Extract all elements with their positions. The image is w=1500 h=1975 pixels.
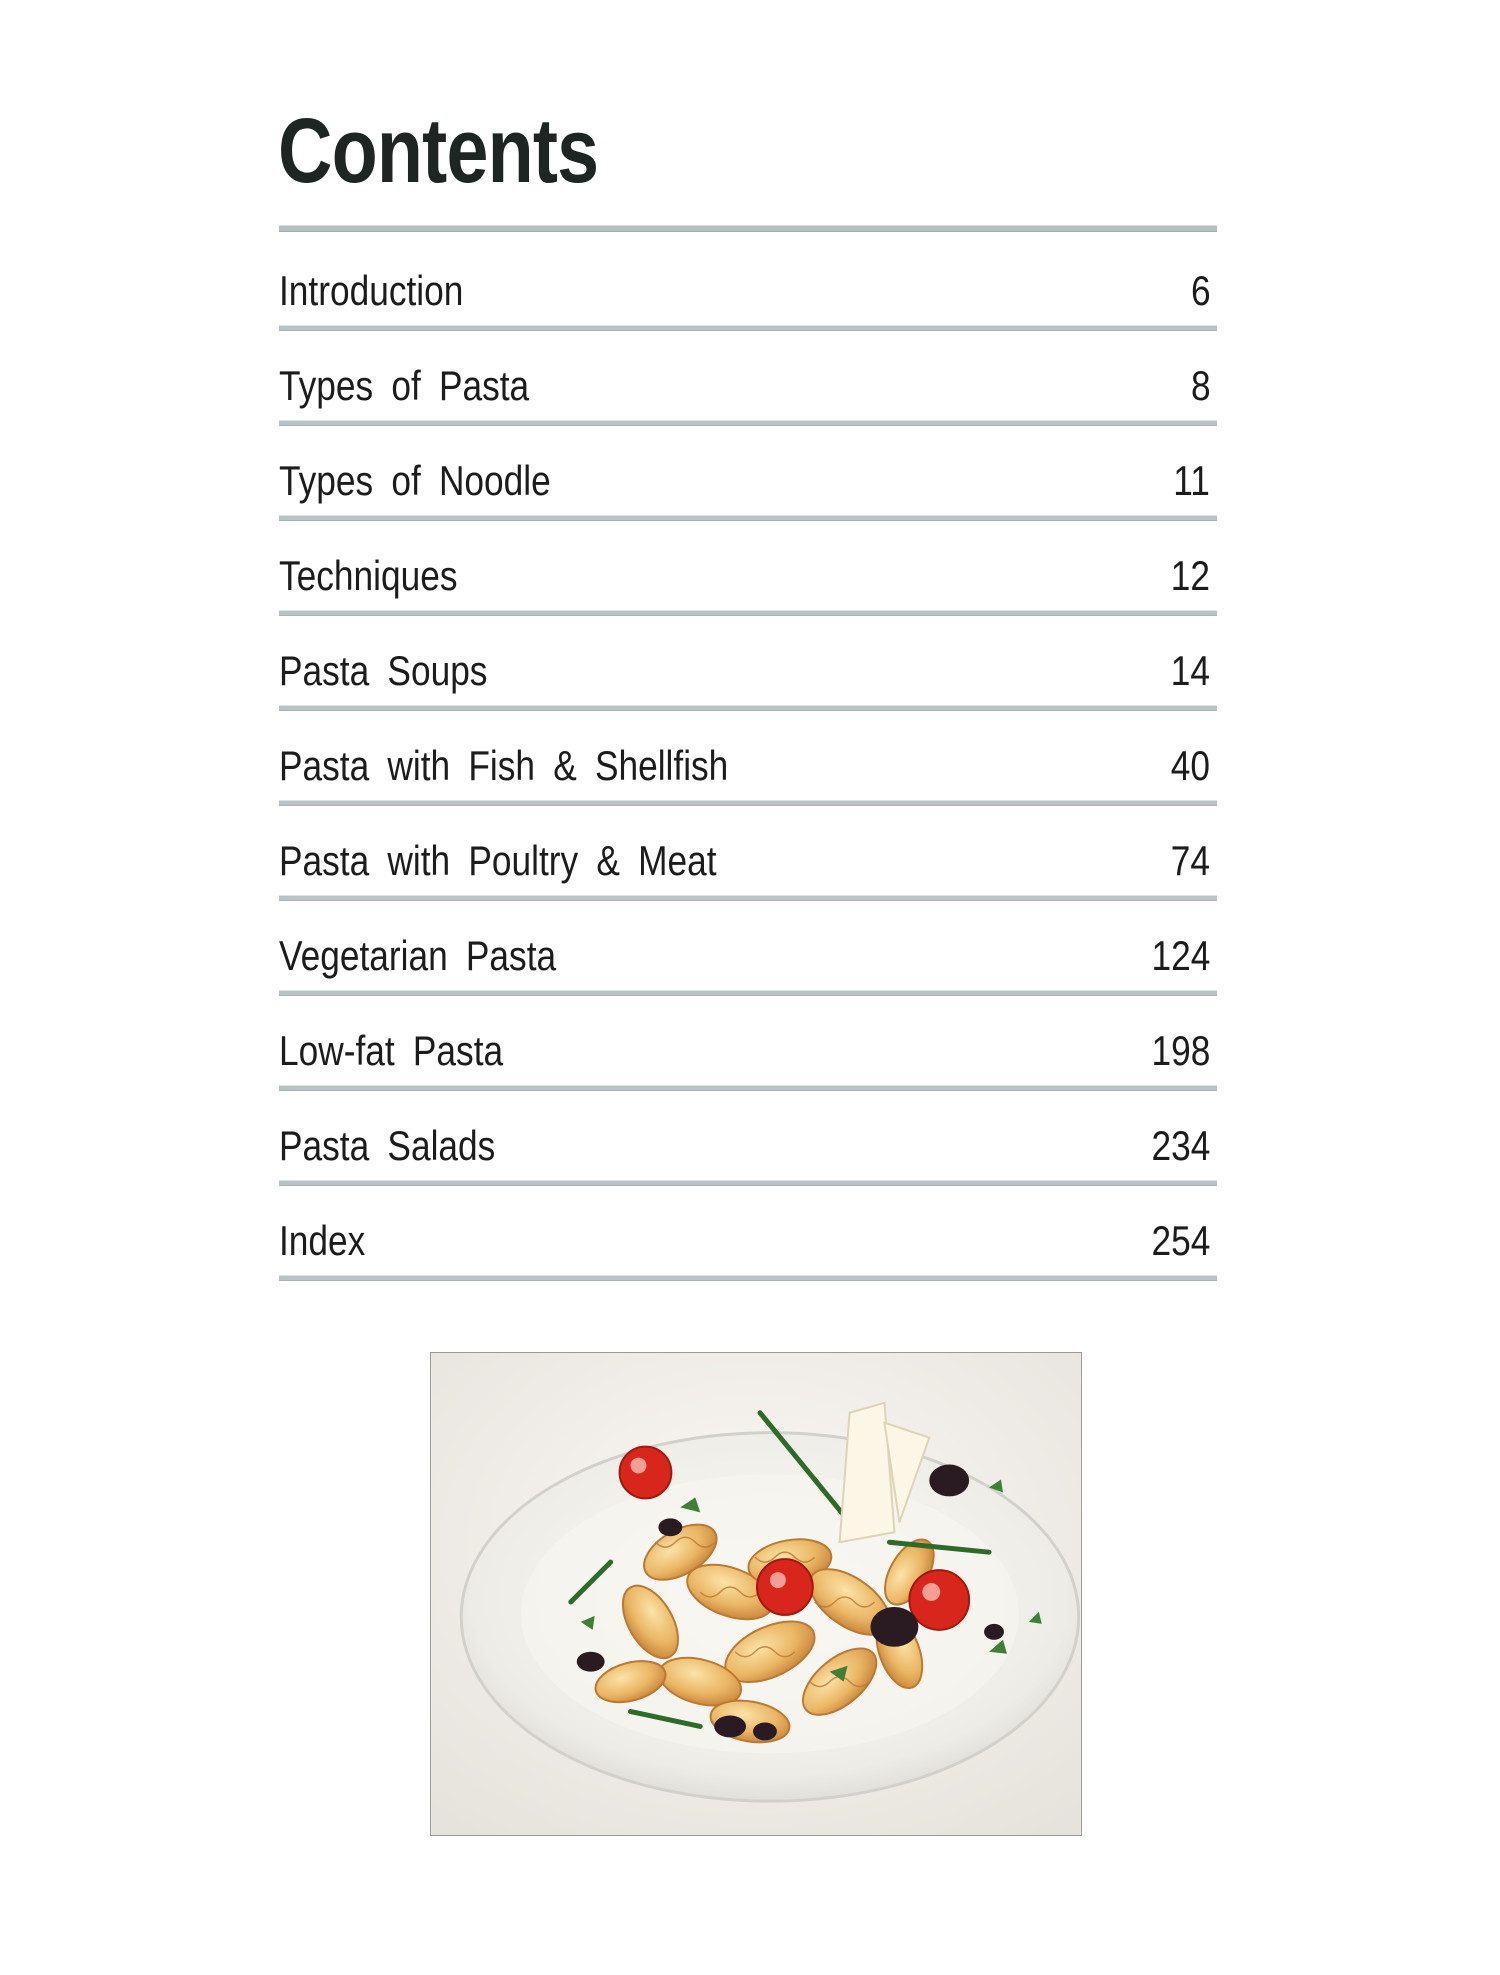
toc-entry-page: 14: [1171, 647, 1211, 694]
toc-entry-page: 124: [1151, 932, 1211, 979]
toc-entry-title: Index: [279, 1217, 366, 1264]
toc-entry-title: Pasta Salads: [279, 1122, 496, 1169]
toc-entry-pasta-with-fish[interactable]: [279, 711, 1217, 806]
toc-entry-page: 254: [1151, 1217, 1211, 1264]
pasta-salad-image: [431, 1353, 1081, 1835]
toc-entry-types-of-pasta[interactable]: [279, 331, 1217, 426]
toc-entry-vegetarian-pasta[interactable]: [279, 901, 1217, 996]
toc-entry-title: Types of Noodle: [279, 457, 551, 504]
toc-entry-types-of-noodle[interactable]: [279, 426, 1217, 521]
toc-entry-title: Pasta with Poultry & Meat: [279, 837, 717, 884]
toc-entry-page: 12: [1171, 552, 1211, 599]
toc-entry-low-fat-pasta[interactable]: [279, 996, 1217, 1091]
toc-entry-page: 8: [1190, 362, 1211, 409]
table-of-contents: [279, 236, 1217, 1281]
toc-entry-page: 6: [1190, 267, 1211, 314]
pasta-salad-photo: [430, 1352, 1082, 1836]
toc-entry-title: Pasta Soups: [279, 647, 488, 694]
toc-entry-pasta-soups[interactable]: [279, 616, 1217, 711]
toc-entry-title: Vegetarian Pasta: [279, 932, 557, 979]
toc-entry-pasta-with-poultry[interactable]: [279, 806, 1217, 901]
toc-entry-index[interactable]: [279, 1186, 1217, 1281]
toc-entry-title: Techniques: [279, 552, 458, 599]
toc-entry-page: 40: [1171, 742, 1211, 789]
title-divider: [279, 225, 1217, 232]
toc-entry-introduction[interactable]: [279, 236, 1217, 331]
toc-entry-title: Pasta with Fish & Shellfish: [279, 742, 729, 789]
toc-entry-page: 198: [1151, 1027, 1211, 1074]
page-title: Contents: [278, 100, 599, 202]
toc-entry-title: Types of Pasta: [279, 362, 530, 409]
toc-entry-techniques[interactable]: [279, 521, 1217, 616]
toc-entry-title: Introduction: [279, 267, 464, 314]
toc-entry-pasta-salads[interactable]: [279, 1091, 1217, 1186]
toc-entry-title: Low-fat Pasta: [279, 1027, 504, 1074]
toc-entry-page: 11: [1173, 457, 1211, 504]
toc-entry-page: 234: [1151, 1122, 1211, 1169]
toc-entry-page: 74: [1171, 837, 1211, 884]
